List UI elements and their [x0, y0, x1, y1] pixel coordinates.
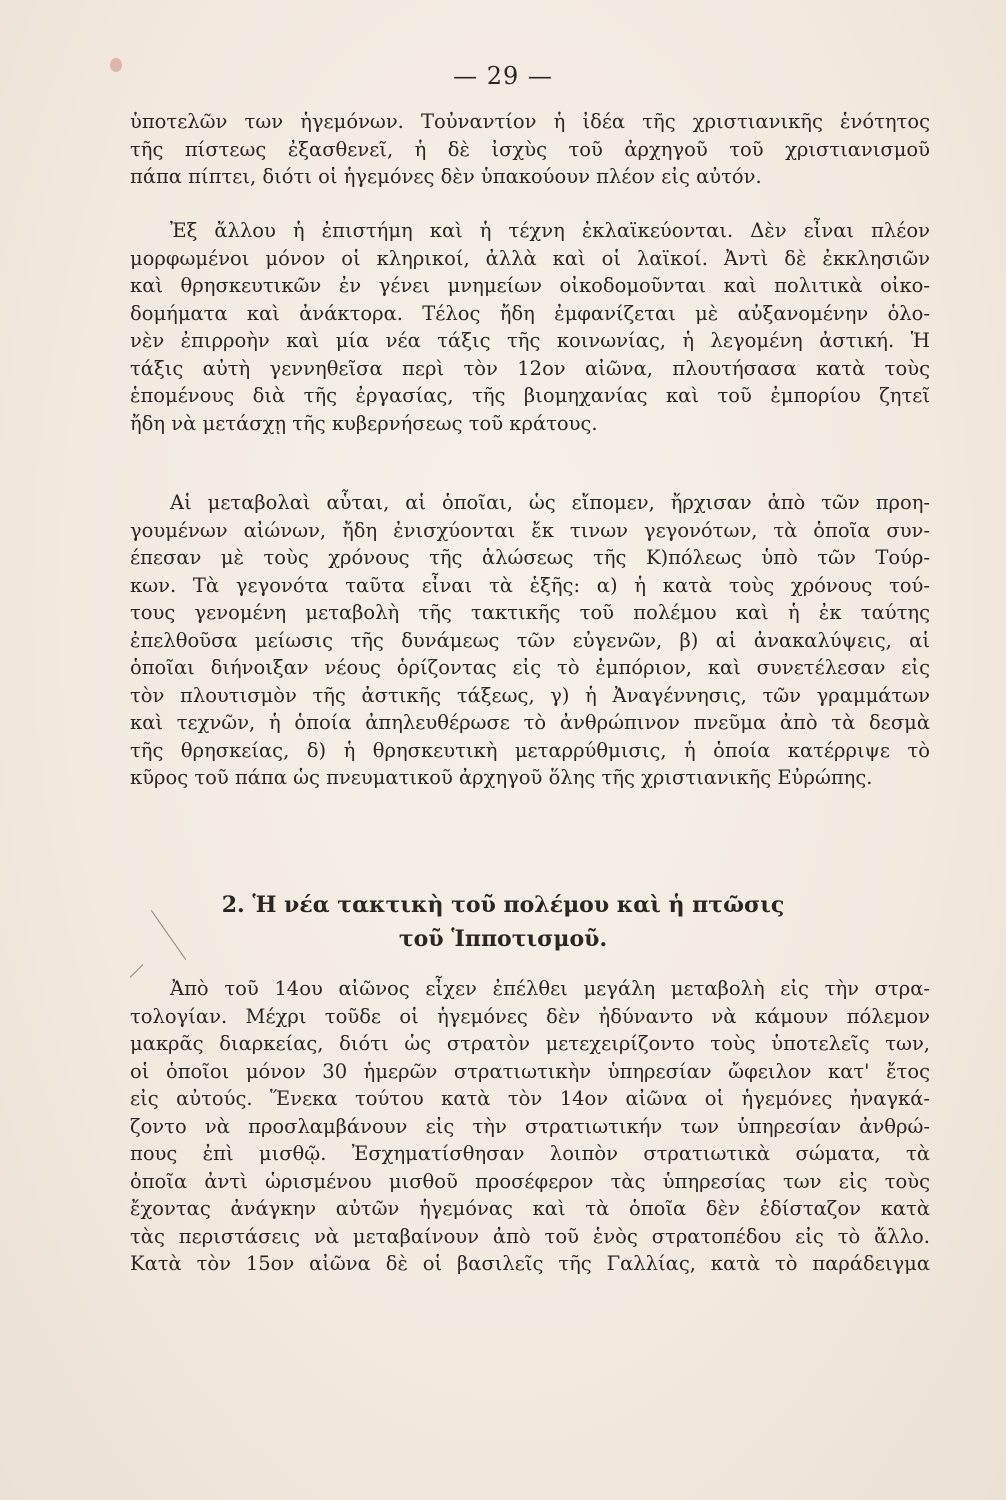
text-line: κῦρος τοῦ πάπα ὡς πνευματικοῦ ἀρχηγοῦ ὅλης τῆς χριστιανικῆς Εὐρώπης.	[130, 766, 873, 789]
text-line: έπεσαν μὲ τοὺς χρόνους τῆς ἁλώσεως τῆς Κ)πόλεως ὑπὸ τῶν Τούρ-	[130, 546, 930, 569]
text-line: ἤδη νὰ μετάσχῃ τῆς κυβερνήσεως τοῦ κράτους.	[130, 411, 598, 435]
section-heading-line-2: τοῦ Ἱπποτισμοῦ.	[398, 926, 608, 952]
text-line: Κατὰ τὸν 15ον αἰῶνα δὲ οἱ βασιλεῖς τῆς Γαλλίας, κατὰ τὸ παράδειγμα	[130, 1252, 930, 1275]
text-line: τάξις αὐτὴ γεννηθεῖσα περὶ τὸν 12ον αἰῶνα, πλουτήσασα κατὰ τοὺς	[130, 356, 930, 380]
text-line: τολογίαν. Μέχρι τοῦδε οἱ ἡγεμόνες δὲν ἠδύναντο νὰ κάμουν πόλεμον	[130, 1004, 930, 1028]
text-line: Ἀπὸ τοῦ 14ου αἰῶνος εἶχεν ἐπέλθει μεγάλη μεταβολὴ εἰς τὴν στρα-	[170, 977, 930, 1000]
page-number: — 29 —	[453, 62, 553, 90]
text-line: εἰς αὐτούς. Ἕνεκα τούτου κατὰ τὸν 14ον αἰῶνα οἱ ἡγεμόνες ἠναγκά-	[130, 1087, 930, 1110]
text-line: τῆς θρησκείας, δ) ἡ θρησκευτικὴ μεταρρύθμισις, ἡ ὁποία κατέρριψε τὸ	[130, 738, 930, 762]
text-line: Αἱ μεταβολαὶ αὗται, αἱ ὁποῖαι, ὡς εἴπομεν, ἤρχισαν ἀπὸ τῶν προη-	[170, 491, 930, 514]
text-line: ὁποῖαι διήνοιξαν νέους ὁρίζοντας εἰς τὸ ἐμπόριον, καὶ συνετέλεσαν εἰς	[130, 656, 930, 679]
text-line: Ἐξ ἄλλου ἡ ἐπιστήμη καὶ ἡ τέχνη ἐκλαϊκεύονται. Δὲν εἶναι πλέον	[170, 219, 930, 242]
section-heading-line-1: 2. Ἡ νέα τακτικὴ τοῦ πολέμου καὶ ἡ πτῶσις	[221, 892, 785, 918]
text-line: τὸν πλουτισμὸν τῆς ἀστικῆς τάξεως, γ) ἡ Ἀναγέννησις, τῶν γραμμάτων	[130, 683, 930, 707]
text-line: ἑπομένους διὰ τῆς ἐργασίας, τῆς βιομηχανίας καὶ τοῦ ἐμπορίου ζητεῖ	[130, 384, 930, 407]
text-line: τους γενομένη μεταβολὴ τῆς τακτικῆς τοῦ πολέμου καὶ ἡ ἐκ ταύτης	[130, 601, 930, 624]
text-line: ζοντο νὰ προσλαμβάνουν εἰς τὴν στρατιωτικήν των ὑπηρεσίαν ἀνθρώ-	[130, 1114, 930, 1138]
paragraph-1	[130, 108, 930, 191]
text-line: νὲν ἐπιρροὴν καὶ μία νέα τάξις τῆς κοινωνίας, ἡ λεγομένη ἀστική. Ἡ	[130, 329, 930, 352]
paragraph-4	[130, 975, 930, 1278]
text-line: μορφωμένοι μόνον οἱ κληρικοί, ἀλλὰ καὶ οἱ λαϊκοί. Ἀντὶ δὲ ἐκκλησιῶν	[130, 246, 930, 270]
text-line: τῆς πίστεως ἐξασθενεῖ, ἡ δὲ ἰσχὺς τοῦ ἀρχηγοῦ τοῦ χριστιανισμοῦ	[130, 137, 930, 161]
text-line: καὶ θρησκευτικῶν ἐν γένει μνημείων οἰκοδομοῦνται καὶ πολιτικὰ οἰκο-	[130, 274, 930, 297]
paragraph-2	[130, 217, 930, 437]
text-line: πους ἐπὶ μισθῷ. Ἐσχηματίσθησαν λοιπὸν στρατιωτικὰ σώματα, τὰ	[130, 1142, 930, 1165]
text-line: γουμένων αἰώνων, ἤδη ἐνισχύονται ἔκ τινων γεγονότων, τὰ ὁποῖα συν-	[130, 518, 930, 542]
text-line: ὑποτελῶν των ἡγεμόνων. Τοὐναντίον ἡ ἰδέα τῆς χριστιανικῆς ἑνότητος	[130, 110, 930, 133]
text-line: δομήματα καὶ ἀνάκτορα. Τέλος ἤδη ἐμφανίζεται μὲ αὐξανομένην ὁλο-	[130, 301, 930, 325]
paragraph-3	[130, 489, 930, 792]
text-line: ἐπελθοῦσα μείωσις τῆς δυνάμεως τῶν εὐγενῶν, β) αἱ ἀνακαλύψεις, αἱ	[130, 628, 930, 652]
text-line: οἱ ὁποῖοι μόνον 30 ἡμερῶν στρατιωτικὴν ὑπηρεσίαν ὤφειλον κατ' ἔτος	[130, 1059, 930, 1083]
text-line: μακρᾶς διαρκείας, διότι ὡς στρατὸν μετεχειρίζοντο τοὺς ὑποτελεῖς των,	[130, 1032, 930, 1055]
text-line: πάπα πίπτει, διότι οἱ ἡγεμόνες δὲν ὑπακούουν πλέον εἰς αὐτόν.	[130, 165, 762, 188]
text-line: ἔχοντας ἀνάγκην αὐτῶν ἡγεμόνας καὶ τὰ ὁποῖα δὲν ἐδίσταζον κατὰ	[130, 1197, 930, 1220]
text-line: καὶ τεχνῶν, ἡ ὁποία ἀπηλευθέρωσε τὸ ἀνθρώπινον πνεῦμα ἀπὸ τὰ δεσμὰ	[130, 711, 930, 734]
text-line: τὰς περιστάσεις νὰ μεταβαίνουν ἀπὸ τοῦ ἑνὸς στρατοπέδου εἰς τὸ ἄλλο.	[130, 1224, 930, 1248]
text-line: κων. Τὰ γεγονότα ταῦτα εἶναι τὰ ἑξῆς: α) ἡ κατὰ τοὺς χρόνους τού-	[130, 573, 930, 597]
text-line: ὁποῖα ἀντὶ ὡρισμένου μισθοῦ προσέφερον τὰς ὑπηρεσίας των εἰς τοὺς	[130, 1169, 930, 1193]
